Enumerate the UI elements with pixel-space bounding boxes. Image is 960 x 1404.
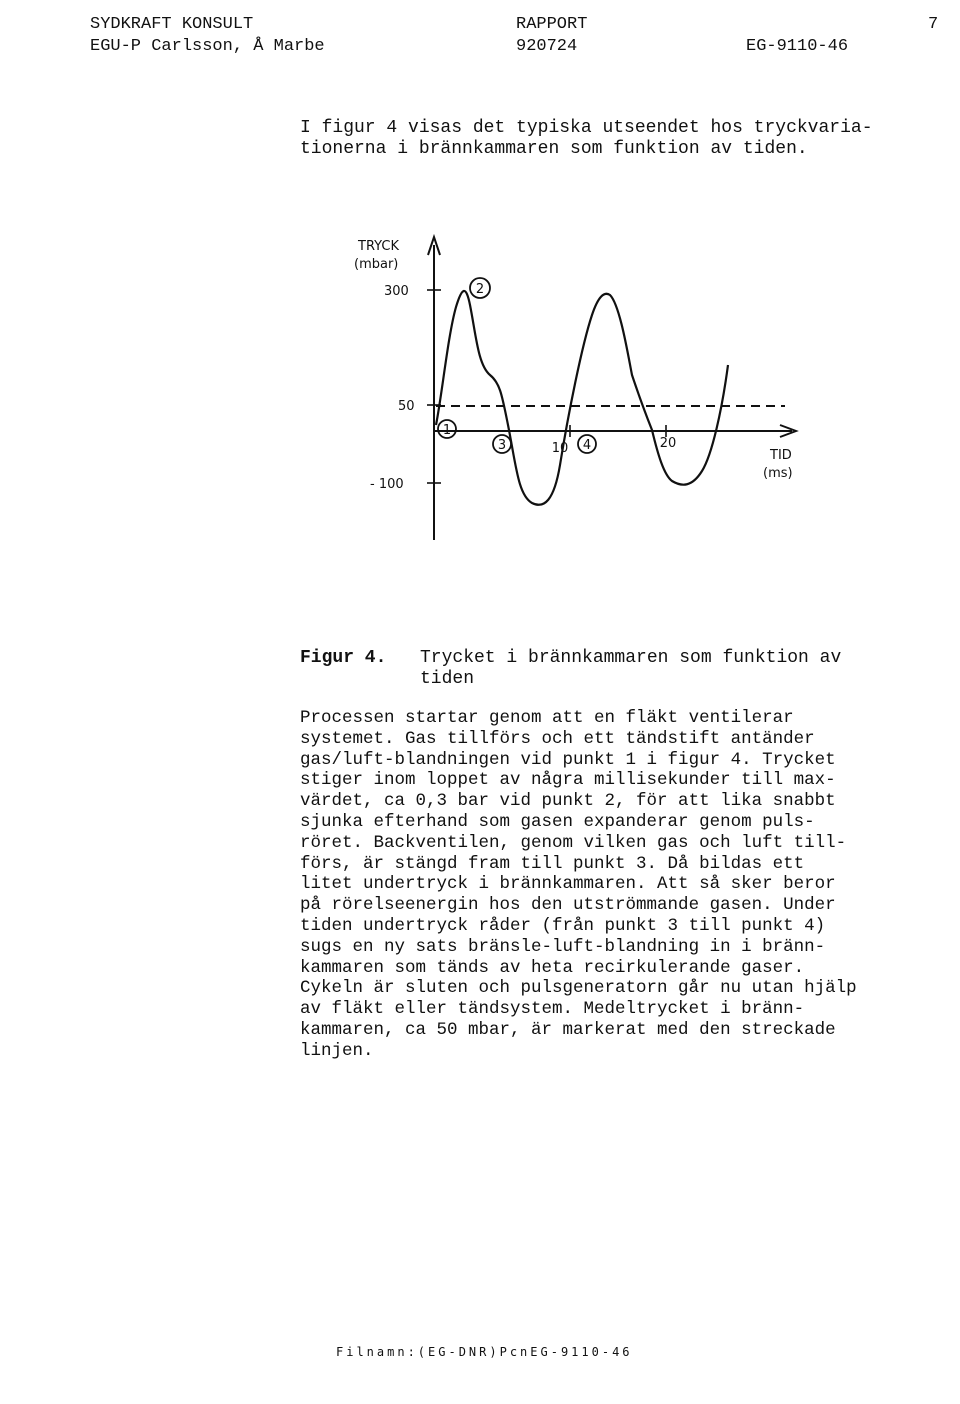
figure-caption-line: tiden <box>420 669 475 689</box>
pressure-time-figure <box>330 225 810 555</box>
body-line: värdet, ca 0,3 bar vid punkt 2, för att lika snabbt <box>300 791 836 812</box>
intro-line: tionerna i brännkammaren som funktion av tiden. <box>300 139 808 159</box>
point-label-1: 1 <box>442 423 452 438</box>
figure-caption-text <box>420 648 841 690</box>
body-line: sjunka efterhand som gasen expanderar genom puls- <box>300 811 815 832</box>
header-date: 920724 <box>516 37 578 56</box>
body-paragraph <box>300 708 950 1062</box>
body-line: av fläkt eller tändsystem. Medeltrycket i bränn- <box>300 999 805 1020</box>
body-line: stiger inom loppet av några millisekunder till max- <box>300 770 836 791</box>
header-doc-type: RAPPORT <box>516 15 588 34</box>
header-authors: EGU-P Carlsson, Å Marbe <box>90 37 325 56</box>
body-line: kammaren som tänds av heta recirkulerande gaser. <box>300 957 805 978</box>
body-line: kammaren, ca 50 mbar, är markerat med den streckade <box>300 1019 836 1040</box>
x-axis-unit: (ms) <box>763 466 793 481</box>
body-line: röret. Backventilen, genom vilken gas och luft till- <box>300 832 847 853</box>
x-tick-label-20: 20 <box>659 436 677 451</box>
y-axis-label: TRYCK <box>358 239 399 254</box>
body-line: Cykeln är sluten och pulsgeneratorn går nu utan hjälp <box>300 978 857 999</box>
x-axis-label: TID <box>770 448 792 463</box>
header-company: SYDKRAFT KONSULT <box>90 15 254 34</box>
y-tick-label-300: 300 <box>384 284 409 299</box>
point-label-4: 4 <box>582 438 592 453</box>
point-label-3: 3 <box>497 438 507 453</box>
body-line: gas/luft-blandningen vid punkt 1 i figur 4. Trycket <box>300 749 836 770</box>
intro-paragraph <box>300 118 940 160</box>
header-report-id: EG-9110-46 <box>746 37 849 56</box>
pressure-curve <box>436 291 728 505</box>
body-line: sugs en ny sats bränsle-luft-blandning in i bränn- <box>300 936 826 957</box>
y-axis-unit: (mbar) <box>354 257 399 272</box>
intro-line: I figur 4 visas det typiska utseendet hos tryckvaria- <box>300 118 873 138</box>
point-label-2: 2 <box>475 282 485 297</box>
body-line: litet undertryck i brännkammaren. Att så sker beror <box>300 874 836 895</box>
body-line: systemet. Gas tillförs och ett tändstift antänder <box>300 728 815 749</box>
footer-filename: Filnamn:(EG-DNR)PcnEG-9110-46 <box>336 1345 633 1359</box>
y-tick-label-50: 50 <box>398 399 415 414</box>
body-line: linjen. <box>300 1040 374 1061</box>
page-number: 7 <box>928 15 939 34</box>
body-line: på rörelseenergin hos den utströmmande gasen. Under <box>300 895 836 916</box>
figure-caption-line: Trycket i brännkammaren som funktion av <box>420 648 842 668</box>
x-tick-label-10: 10 <box>551 441 569 456</box>
figure-caption-label: Figur 4. <box>300 648 387 668</box>
body-line: förs, är stängd fram till punkt 3. Då bildas ett <box>300 853 805 874</box>
body-line: tiden undertryck råder (från punkt 3 till punkt 4) <box>300 915 826 936</box>
body-line: Processen startar genom att en fläkt ventilerar <box>300 708 794 728</box>
y-tick-label-minus-100: - 100 <box>370 477 404 492</box>
